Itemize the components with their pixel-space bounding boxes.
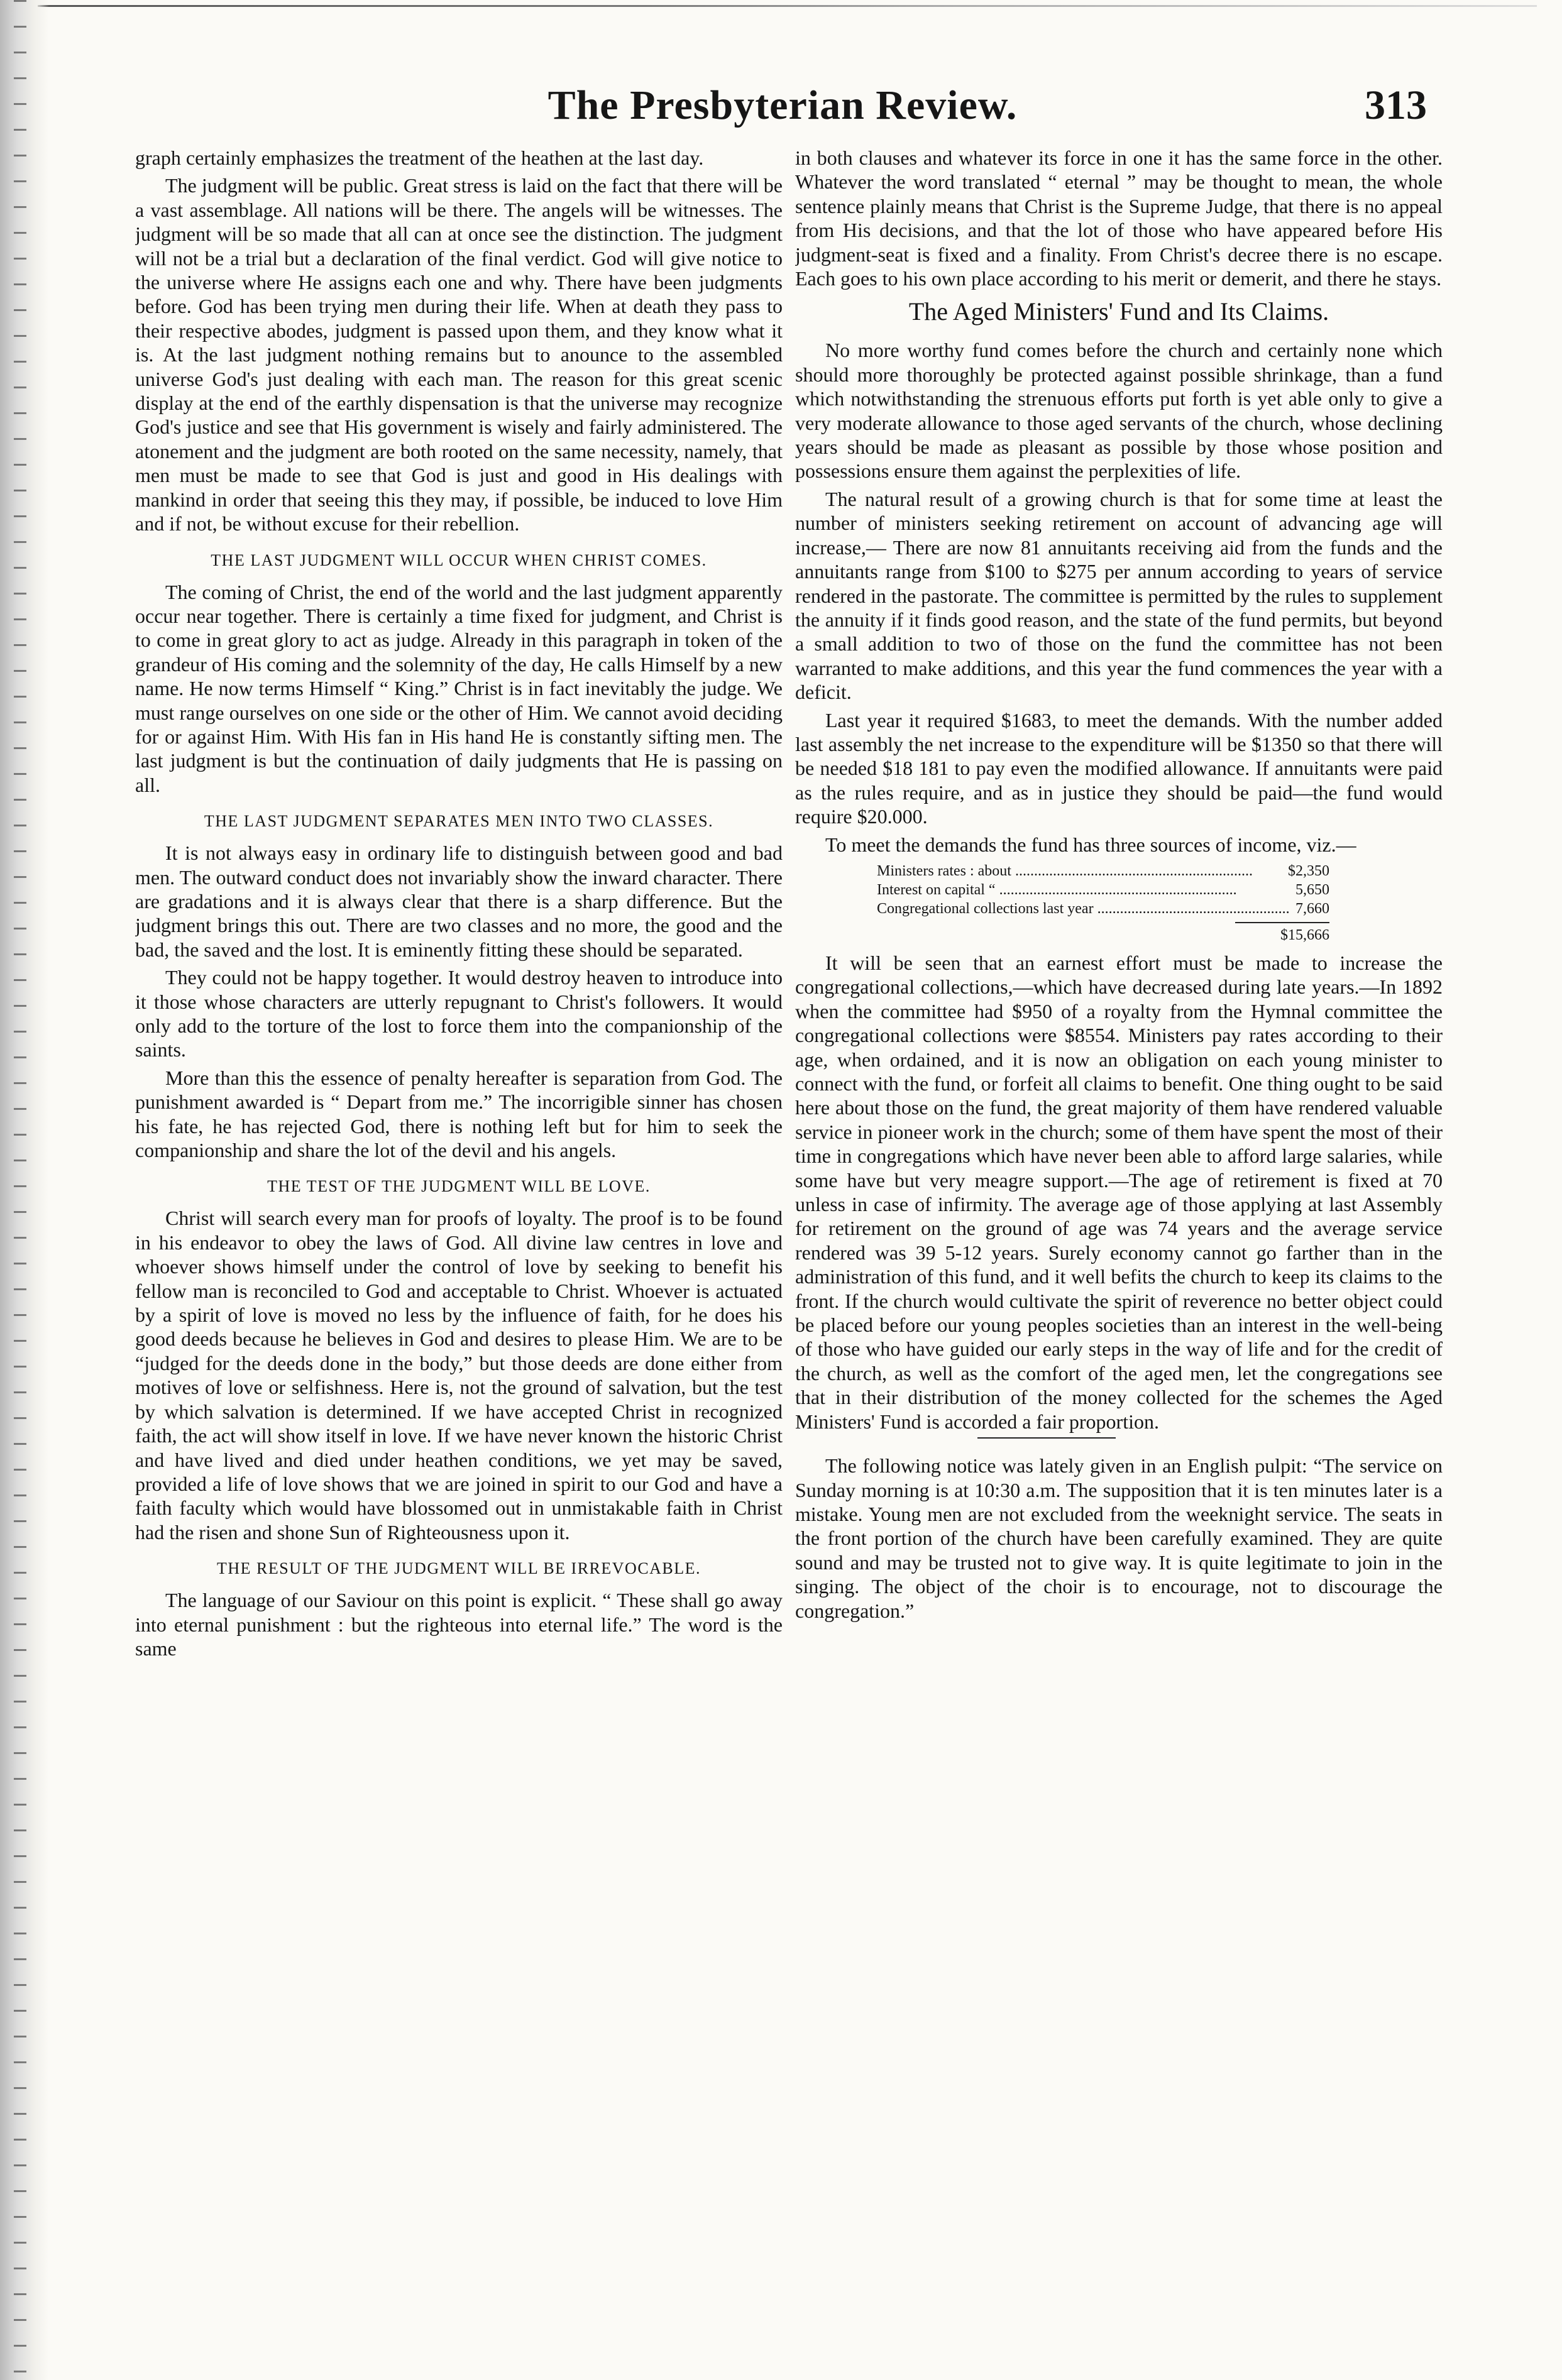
paragraph: To meet the demands the fund has three sources of income, viz.— — [825, 833, 1356, 856]
paragraph: No more worthy fund comes before the church and certainly none which should more thoroughly be protected against possible shrinkage, than a fund which notwithstanding the strenuous efforts put forth is yet able only to give a very moderate allowance to those aged servants of the church, whose declining years should be made as pleasant as possible by those whose position and possessions ensure them against the perplexities of life. — [795, 339, 1443, 483]
paragraph: The following notice was lately given in an English pulpit: “The service on Sunday morning is at 10:30 a.m. The supposition that it is ten minutes later is a mistake. Young men are not excluded from the weeknight service. The seats in the front portion of the church have been carefully examined. They are quite sound and may be trusted not to give way. It is quite legitimate to join in the singing. The object of the choir is to encourage, not to discourage the congregation.” — [795, 1454, 1443, 1622]
subheading: THE TEST OF THE JUDGMENT WILL BE LOVE. — [267, 1177, 651, 1196]
section-title: The Aged Ministers' Fund and Its Claims. — [908, 297, 1329, 326]
binding-stitch-marks — [14, 0, 26, 2380]
paragraph: Christ will search every man for proofs of loyalty. The proof is to be found in his endeavor to obey the laws of God. All divine law centres in love and whoever shows himself under the control of love by seeking to benefit his fellow man is reconciled to God and acceptable to Christ. Whoever is actuated by a spirit of love is moved no less by the influence of faith, for he does his good deeds because he believes in God and desires to please Him. We are to be “judged for the deeds done in the body,” but those deeds are done either from motives of love or selfishness. Here is, not the ground of salvation, but the test by which salvation is determined. If we have accepted Christ in recognized faith, the act will show itself in love. If we have never known the historic Christ and have lived and died under heathen conditions, we yet may be saved, provided a life of love shows that we are joined in spirit to our God and have a faith faculty which would have blossomed out in unmistakable faith in Christ had the risen and shone Sun of Righteousness upon it. — [135, 1207, 783, 1544]
section-divider — [977, 1437, 1116, 1439]
income-row — [877, 862, 1329, 880]
paragraph: The natural result of a growing church is that for some time at least the number of ministers seeking retirement on account of advancing age will increase,— There are now 81 annuitants receiving aid from the funds and the annuitants range from $100 to $275 per annum according to years of service rendered in the pastorate. The committee is permitted by the rules to supplement the annuity if it finds good reason, and the state of the fund permits, but beyond a small addition to two of those on the fund the committee has not been warranted to make additions, and this year the fund commences the year with a deficit. — [795, 487, 1443, 704]
journal-title: The Presbyterian Review. — [547, 82, 1018, 128]
paragraph: It will be seen that an earnest effort must be made to increase the congregational collections,—which have decreased during late years.—In 1892 when the committee had $950 of a royalty from the Hymnal committee the congregational collections were $8554. Ministers pay rates according to their age, when ordained, and it is now an obligation on each young minister to connect with the fund, or forfeit all claims to benefit. One thing ought to be said here about those on the fund, the great majority of them have rendered valuable service in pioneer work in the church; some of them have spent the most of their time in congregations which have never been able to afford large salaries, while some have but very meagre support.—The age of retirement is fixed at 70 unless in case of infirmity. The average age of those applying at last Assembly for retirement on the ground of age was 74 years and the average service rendered was 39 5-12 years. Surely economy cannot go farther than in the administration of this fund, and it well befits the church to keep its claims to the front. If the church would cultivate the spirit of reverence no better object could be placed before our young peoples societies than an interest in the well-being of those who have guided our early steps in the way of life and for the credit of the church, as well as the comfort of the aged men, let the congregations see that in their distribution of the money collected for the schemes the Aged Ministers' Fund is accorded a fair proportion. — [795, 951, 1443, 1433]
income-label: Ministers rates : about ..... — [877, 862, 1283, 880]
paragraph: The coming of Christ, the end of the world and the last judgment apparently occur near together. There is certainly a time fixed for judgment, and Christ is to come in great glory to act as judge. Already in this paragraph in token of the grandeur of His coming and the solemnity of the day, He calls Himself by a new name. He now terms Himself “ King.” Christ is in fact inevitably the judge. We must range ourselves on one side or the other of Him. We cannot avoid deciding for or against Him. With His fan in His hand He is constantly sifting men. The last judgment is but the continuation of daily judgments that He is passing on all. — [135, 580, 783, 796]
income-value: $2,350 — [1288, 862, 1329, 879]
subheading: THE LAST JUDGMENT WILL OCCUR WHEN CHRIST COMES. — [211, 551, 707, 569]
paragraph: More than this the essence of penalty hereafter is separation from God. The punishment awarded is “ Depart from me.” The incorrigible sinner has chosen his fate, he has rejected God, there is nothing left but for him to seek the companionship and share the lot of the devil and his angels. — [135, 1066, 783, 1162]
paragraph: It is not always easy in ordinary life to distinguish between good and bad men. The outward conduct does not invariably show the inward character. There are gradations and it is always clear that there is a sharp difference. But the judgment brings this out. There are two classes and no more, the good and the bad, the saved and the lost. It is eminently fitting these should be separated. — [135, 842, 783, 961]
income-value: 7,660 — [1295, 900, 1329, 917]
paragraph: The judgment will be public. Great stress is laid on the fact that there will be a vast assemblage. All nations will be there. The angels will be witnesses. The judgment will be so made that all can at once see the distinction. The judgment will not be a trial but a declaration of the final verdict. God will give notice to the universe where He assigns each one and why. There have been judgments before. God has been trying men during their life. When at death they pass to their respective abodes, judgment is passed upon them, and they know what it is. At the last judgment nothing remains but to anounce to the assembled universe God's just dealing with each man. The reason for this great scenic display at the end of the earthly dispensation is that the universe may recognize God's justice and see that His government is wisely and fairly administered. The atonement and the judgment are both rooted on the same necessity, namely, that men must be made to see that God is just and good in His dealings with mankind in order that seeing this they may, if possible, be induced to love Him and if not, be without excuse for their rebellion. — [135, 174, 783, 535]
page-top-rule — [38, 5, 1537, 7]
paragraph: They could not be happy together. It would destroy heaven to introduce into it those whose characters are utterly repugnant to Christ's followers. It would only add to the torture of the lost to force them into the companionship of the saints. — [135, 966, 783, 1061]
income-value: 5,650 — [1295, 881, 1329, 898]
income-table — [877, 862, 1329, 945]
income-label: Interest on capital “ ..... — [877, 880, 1290, 899]
income-label: Congregational collections last year ..... — [877, 899, 1290, 918]
paragraph: graph certainly emphasizes the treatment of the heathen at the last day. — [135, 146, 704, 169]
paragraph: Last year it required $1683, to meet the demands. With the number added last assembly the net increase to the expenditure will be $1350 so that there will be needed $18 181 to pay even the modified allowance. If annuitants were paid as the rules require, and as in justice they should be paid—the fund would require $20.000. — [795, 708, 1443, 828]
running-head — [138, 79, 1427, 132]
subheading: THE RESULT OF THE JUDGMENT WILL BE IRREVOCABLE. — [216, 1559, 701, 1578]
income-row — [877, 899, 1329, 918]
subheading: THE LAST JUDGMENT SEPARATES MEN INTO TWO CLASSES. — [204, 812, 714, 831]
income-total: $15,666 — [1280, 926, 1329, 943]
income-total-rule — [1235, 922, 1329, 923]
paragraph: The language of our Saviour on this point is explicit. “ These shall go away into eternal punishment : but the righteous into eternal life.” The word is the same — [135, 1589, 783, 1660]
income-row — [877, 880, 1329, 899]
right-column — [795, 146, 1443, 2333]
page-number: 313 — [1365, 82, 1427, 128]
paragraph: in both clauses and whatever its force in one it has the same force in the other. Whatever the word translated “ eternal ” may be thought to mean, the whole sentence plainly means that Christ is the Supreme Judge, that there is no appeal from His decisions, and that the lot of those who have appeared before His judgment-seat is fixed and a finality. From Christ's decree there is no escape. Each goes to his own place according to his merit or demerit, and there he stays. — [795, 146, 1443, 290]
left-column — [135, 146, 783, 2333]
